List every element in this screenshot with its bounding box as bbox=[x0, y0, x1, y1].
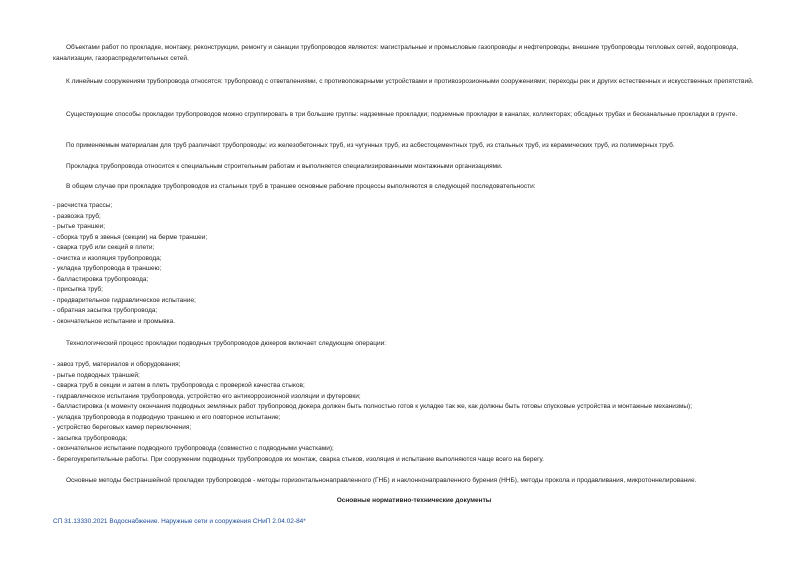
list-item: - окончательное испытание подводного трубопровода (совместно с подводными участками); bbox=[53, 445, 334, 452]
paragraph-materials: По применяемым материалам для труб различают трубопроводы: из железобетонных труб, из чугунных труб, из асбестоцементных труб, из стальных труб, из керамических труб, из полимерных труб. bbox=[66, 142, 675, 149]
list-item: - берегоукрепительные работы. При сооружении подводных трубопроводов их монтаж, сварка стыков, изоляция и испытание выполняются чаще всего на берегу. bbox=[53, 455, 544, 463]
list-item: - расчистка трассы; bbox=[53, 202, 113, 209]
list-item: - укладка трубопровода в подводную траншею и его повторное испытание; bbox=[53, 413, 281, 421]
paragraph-trenchless: Основные методы бестраншейной прокладки трубопроводов - методы горизонтальнонаправленного (ГНБ) и наклоннонаправленного бурения (ННБ), методы прокола и продавливания, микротоннелирование. bbox=[66, 477, 697, 484]
list-item: - присыпка труб; bbox=[53, 286, 103, 293]
section-heading: Основные нормативно-технические документы bbox=[336, 497, 492, 504]
paragraph-special-works: Прокладка трубопровода относится к специальным строительным работам и выполняется специализированными монтажными организациями. bbox=[66, 163, 503, 170]
list-item: - предварительное гидравлическое испытание; bbox=[53, 296, 196, 304]
paragraph-linear-structures: К линейным сооружениям трубопровода относятся: трубопровод с ответвлениями, с противопожарными устройствами и противоэрозионными сооружениями; переходы рек и других естественных и искусственных препятствий. bbox=[66, 78, 754, 85]
list-item: - очистка и изоляция трубопровода; bbox=[53, 254, 162, 262]
list-item: - сварка труб или секций в плети; bbox=[53, 244, 155, 251]
paragraph-sequence-intro: В общем случае при прокладке трубопроводов из стальных труб в траншее основные рабочие процессы выполняются в следующей последовательности: bbox=[66, 183, 536, 190]
underwater-process-list bbox=[53, 360, 775, 465]
list-item: - сборка труб в звенья (секции) на берме траншеи; bbox=[53, 233, 208, 241]
list-item: - обратная засыпка трубопровода; bbox=[53, 307, 158, 314]
list-item: - гидравлическое испытание трубопровода, устройство его антикоррозионной изоляции и футеровки; bbox=[53, 392, 361, 400]
list-item: - рытье подводных траншей; bbox=[53, 371, 140, 379]
list-item: - устройство береговых камер переключения; bbox=[53, 424, 192, 431]
list-item: - рытье траншеи; bbox=[53, 223, 106, 230]
list-item: - развозка труб; bbox=[53, 212, 101, 220]
normative-document-link[interactable]: СП 31.13330.2021 Водоснабжение. Наружные сети и сооружения СНиП 2.04.02-84* bbox=[53, 518, 306, 525]
list-item: - окончательное испытание и промывка. bbox=[53, 317, 176, 325]
paragraph-objects: Объектами работ по прокладке, монтажу, реконструкции, ремонту и санации трубопроводов являются: магистральные и промысловые газопроводы и нефтепроводы, внешние трубопроводы тепловых сетей, водопровода, канализации, газораспределительных сетей. bbox=[53, 44, 739, 62]
list-item: - завоз труб, материалов и оборудования; bbox=[53, 361, 181, 368]
trench-process-list bbox=[53, 201, 775, 327]
list-item: - сварка труб в секции и затем в плеть трубопровода с проверкой качества стыков; bbox=[53, 382, 305, 389]
paragraph-underwater-intro: Технологический процесс прокладки подводных трубопроводов дюкеров включает следующие операции: bbox=[66, 340, 387, 347]
list-item: - балластировка трубопровода; bbox=[53, 275, 149, 283]
paragraph-methods: Существующие способы прокладки трубопроводов можно сгруппировать в три большие группы: надземные прокладки; подземные прокладки в каналах, коллекторах; обсадных трубах и бесканальные прокладки в грунте. bbox=[66, 111, 738, 118]
list-item: - укладка трубопровода в траншею; bbox=[53, 265, 162, 272]
list-item: - балластировка (к моменту окончания подводных земляных работ трубопровод дюкера должен быть полностью готов к укладке так же, как должны быть готовы спусковые устройства и монтажные механизмы); bbox=[53, 403, 693, 410]
list-item: - засыпка трубопровода; bbox=[53, 434, 128, 442]
